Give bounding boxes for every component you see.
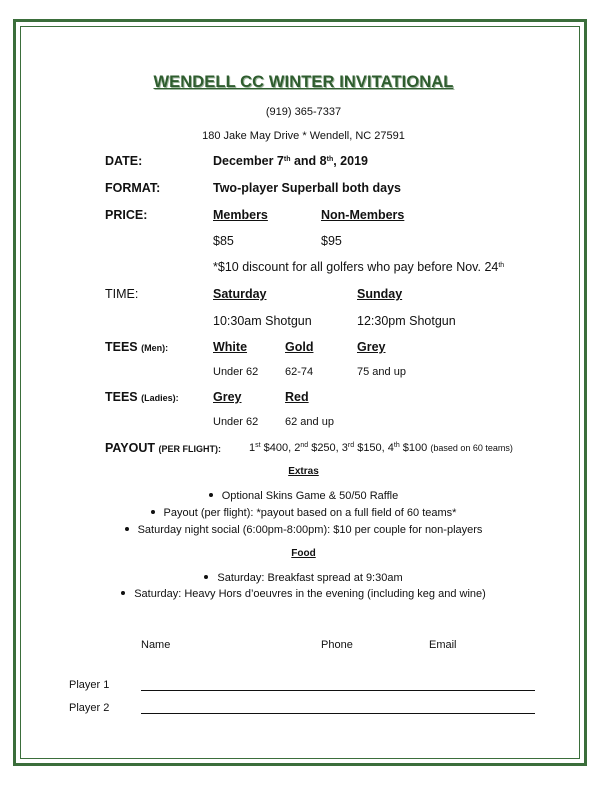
discount-note: *$10 discount for all golfers who pay before Nov. 24th xyxy=(213,260,505,274)
food-heading: Food xyxy=(291,548,316,559)
form-col-email: Email xyxy=(429,639,457,651)
tee-white-header: White xyxy=(213,340,248,354)
nonmembers-price: $95 xyxy=(321,234,342,248)
form-col-phone: Phone xyxy=(321,639,353,651)
tee-gold-range: 62-74 xyxy=(285,366,314,378)
payout-values: 1st $400, 2nd $250, 3rd $150, 4th $100 (based on 60 teams) xyxy=(249,442,513,454)
format-label: FORMAT: xyxy=(105,181,161,195)
date-label: DATE: xyxy=(105,154,143,168)
tee-gold-header: Gold xyxy=(285,340,314,354)
ladies-red-header: Red xyxy=(285,390,309,404)
bullet-icon xyxy=(125,527,129,531)
payout-label: PAYOUT (PER FLIGHT): xyxy=(105,441,221,455)
tee-white-range: Under 62 xyxy=(213,366,259,378)
ladies-grey-header: Grey xyxy=(213,390,242,404)
ladies-red-range: 62 and up xyxy=(285,416,334,428)
bullet-icon xyxy=(209,493,213,497)
tee-grey-range: 75 and up xyxy=(357,366,406,378)
tees-ladies-label: TEES (Ladies): xyxy=(105,390,179,404)
phone-number: (919) 365-7337 xyxy=(265,106,342,118)
members-header: Members xyxy=(213,208,268,222)
sunday-header: Sunday xyxy=(357,287,403,301)
address: 180 Jake May Drive * Wendell, NC 27591 xyxy=(202,130,405,142)
food-item-breakfast: Saturday: Breakfast spread at 9:30am xyxy=(0,572,607,584)
ladies-grey-range: Under 62 xyxy=(213,416,259,428)
nonmembers-header: Non-Members xyxy=(321,208,405,222)
price-label: PRICE: xyxy=(105,208,148,222)
bullet-icon xyxy=(204,575,208,579)
tee-grey-header: Grey xyxy=(357,340,386,354)
extras-item-skins: Optional Skins Game & 50/50 Raffle xyxy=(0,490,607,502)
sunday-time: 12:30pm Shotgun xyxy=(357,314,456,328)
extras-item-social: Saturday night social (6:00pm-8:00pm): $10 per couple for non-players xyxy=(0,524,607,536)
page-title: WENDELL CC WINTER INVITATIONAL xyxy=(153,73,454,91)
player-2-entry-line[interactable] xyxy=(141,713,535,714)
time-label: TIME: xyxy=(105,287,139,301)
date-value: December 7th and 8th, 2019 xyxy=(213,154,368,168)
saturday-header: Saturday xyxy=(213,287,267,301)
tees-men-label: TEES (Men): xyxy=(105,340,169,354)
bullet-icon xyxy=(151,510,155,514)
bullet-icon xyxy=(121,591,125,595)
members-price: $85 xyxy=(213,234,234,248)
player-2-label: Player 2 xyxy=(69,702,110,714)
saturday-time: 10:30am Shotgun xyxy=(213,314,312,328)
player-1-entry-line[interactable] xyxy=(141,690,535,691)
form-col-name: Name xyxy=(141,639,171,651)
food-item-hors-doeuvres: Saturday: Heavy Hors d’oeuvres in the evening (including keg and wine) xyxy=(0,588,607,600)
extras-item-payout: Payout (per flight): *payout based on a full field of 60 teams* xyxy=(0,507,607,519)
player-1-label: Player 1 xyxy=(69,679,110,691)
format-value: Two-player Superball both days xyxy=(213,181,401,195)
extras-heading: Extras xyxy=(288,466,319,477)
